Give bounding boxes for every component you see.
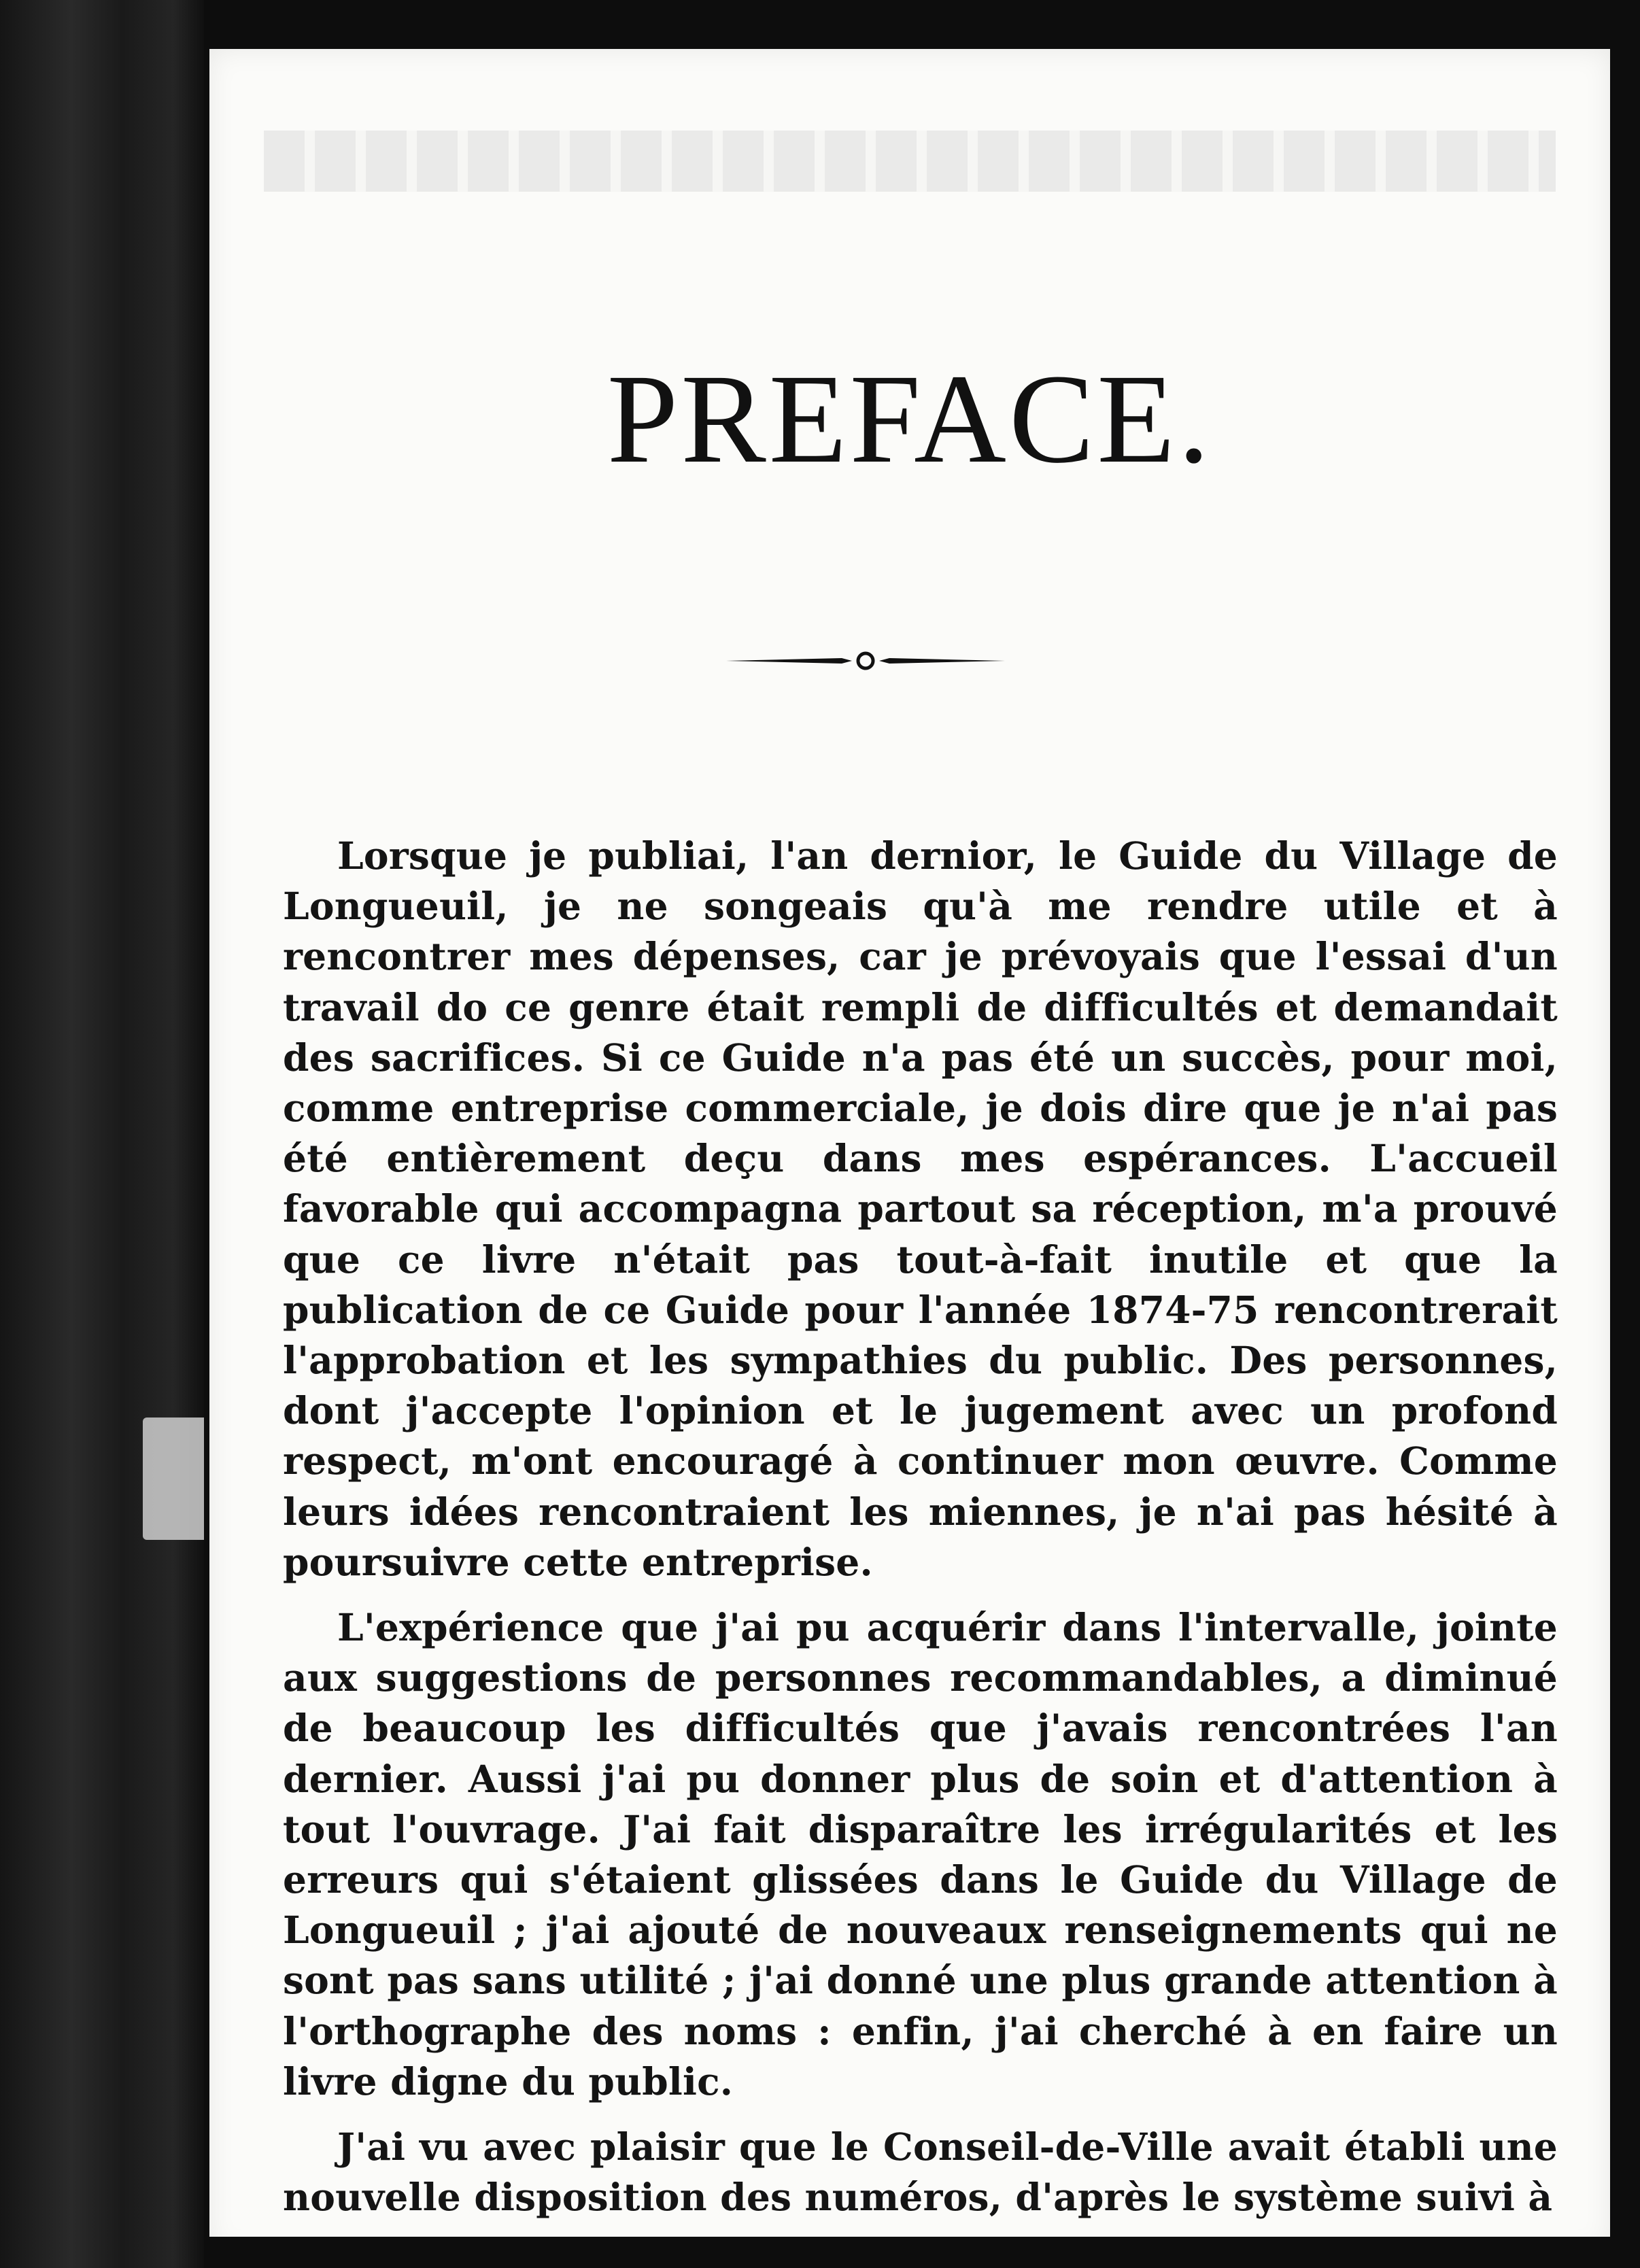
- ornament-icon: [726, 647, 1005, 674]
- page-bottom-edge: [209, 2237, 1610, 2268]
- document-page: [209, 49, 1610, 2252]
- paragraph-3: J'ai vu avec plaisir que le Conseil-de-Ville avait établi une nouvelle disposition des numéros, d'après le système suivi à: [283, 2125, 1558, 2220]
- spine-label-fragment: [143, 1418, 204, 1540]
- divider-ornament: [726, 647, 1005, 674]
- book-spine: [0, 0, 204, 2268]
- page-title: PREFACE.: [607, 347, 1213, 489]
- preface-body: [283, 831, 1558, 2222]
- paragraph-1: Lorsque je publiai, l'an dernior, le Guide du Village de Longueuil, je ne songeais qu'à me rendre utile et à rencontrer mes dépenses, car je prévoyais que l'essai d'un travail do ce genre était rempli de difficultés et demandait des sacrifices. Si ce Guide n'a pas été un succès, pour moi, comme entreprise commerciale, je dois dire que je n'ai pas été entièrement deçu dans mes espérances. L'accueil favorable qui accompagna partout sa réception, m'a prouvé que ce livre n'était pas tout-à-fait inutile et que la publication de ce Guide pour l'année 1874-75 rencontrerait l'approbation et les sympathies du public. Des personnes, dont j'accepte l'opinion et le jugement avec un profond respect, m'ont encouragé à continuer mon œuvre. Comme leurs idées rencontraient les miennes, je n'ai pas hésité à poursuivre cette entreprise.: [283, 834, 1558, 1584]
- paragraph-2: L'expérience que j'ai pu acquérir dans l'intervalle, jointe aux suggestions de personnes recommandables, a diminué de beaucoup les difficultés que j'avais rencontrées l'an dernier. Aussi j'ai pu donner plus de soin et d'attention à tout l'ouvrage. J'ai fait disparaître les irrégularités et les erreurs qui s'étaient glissées dans le Guide du Village de Longueuil ; j'ai ajouté de nouveaux renseignements qui ne sont pas sans utilité ; j'ai donné une plus grande attention à l'orthographe des noms : enfin, j'ai cherché à en faire un livre digne du public.: [283, 1605, 1558, 2103]
